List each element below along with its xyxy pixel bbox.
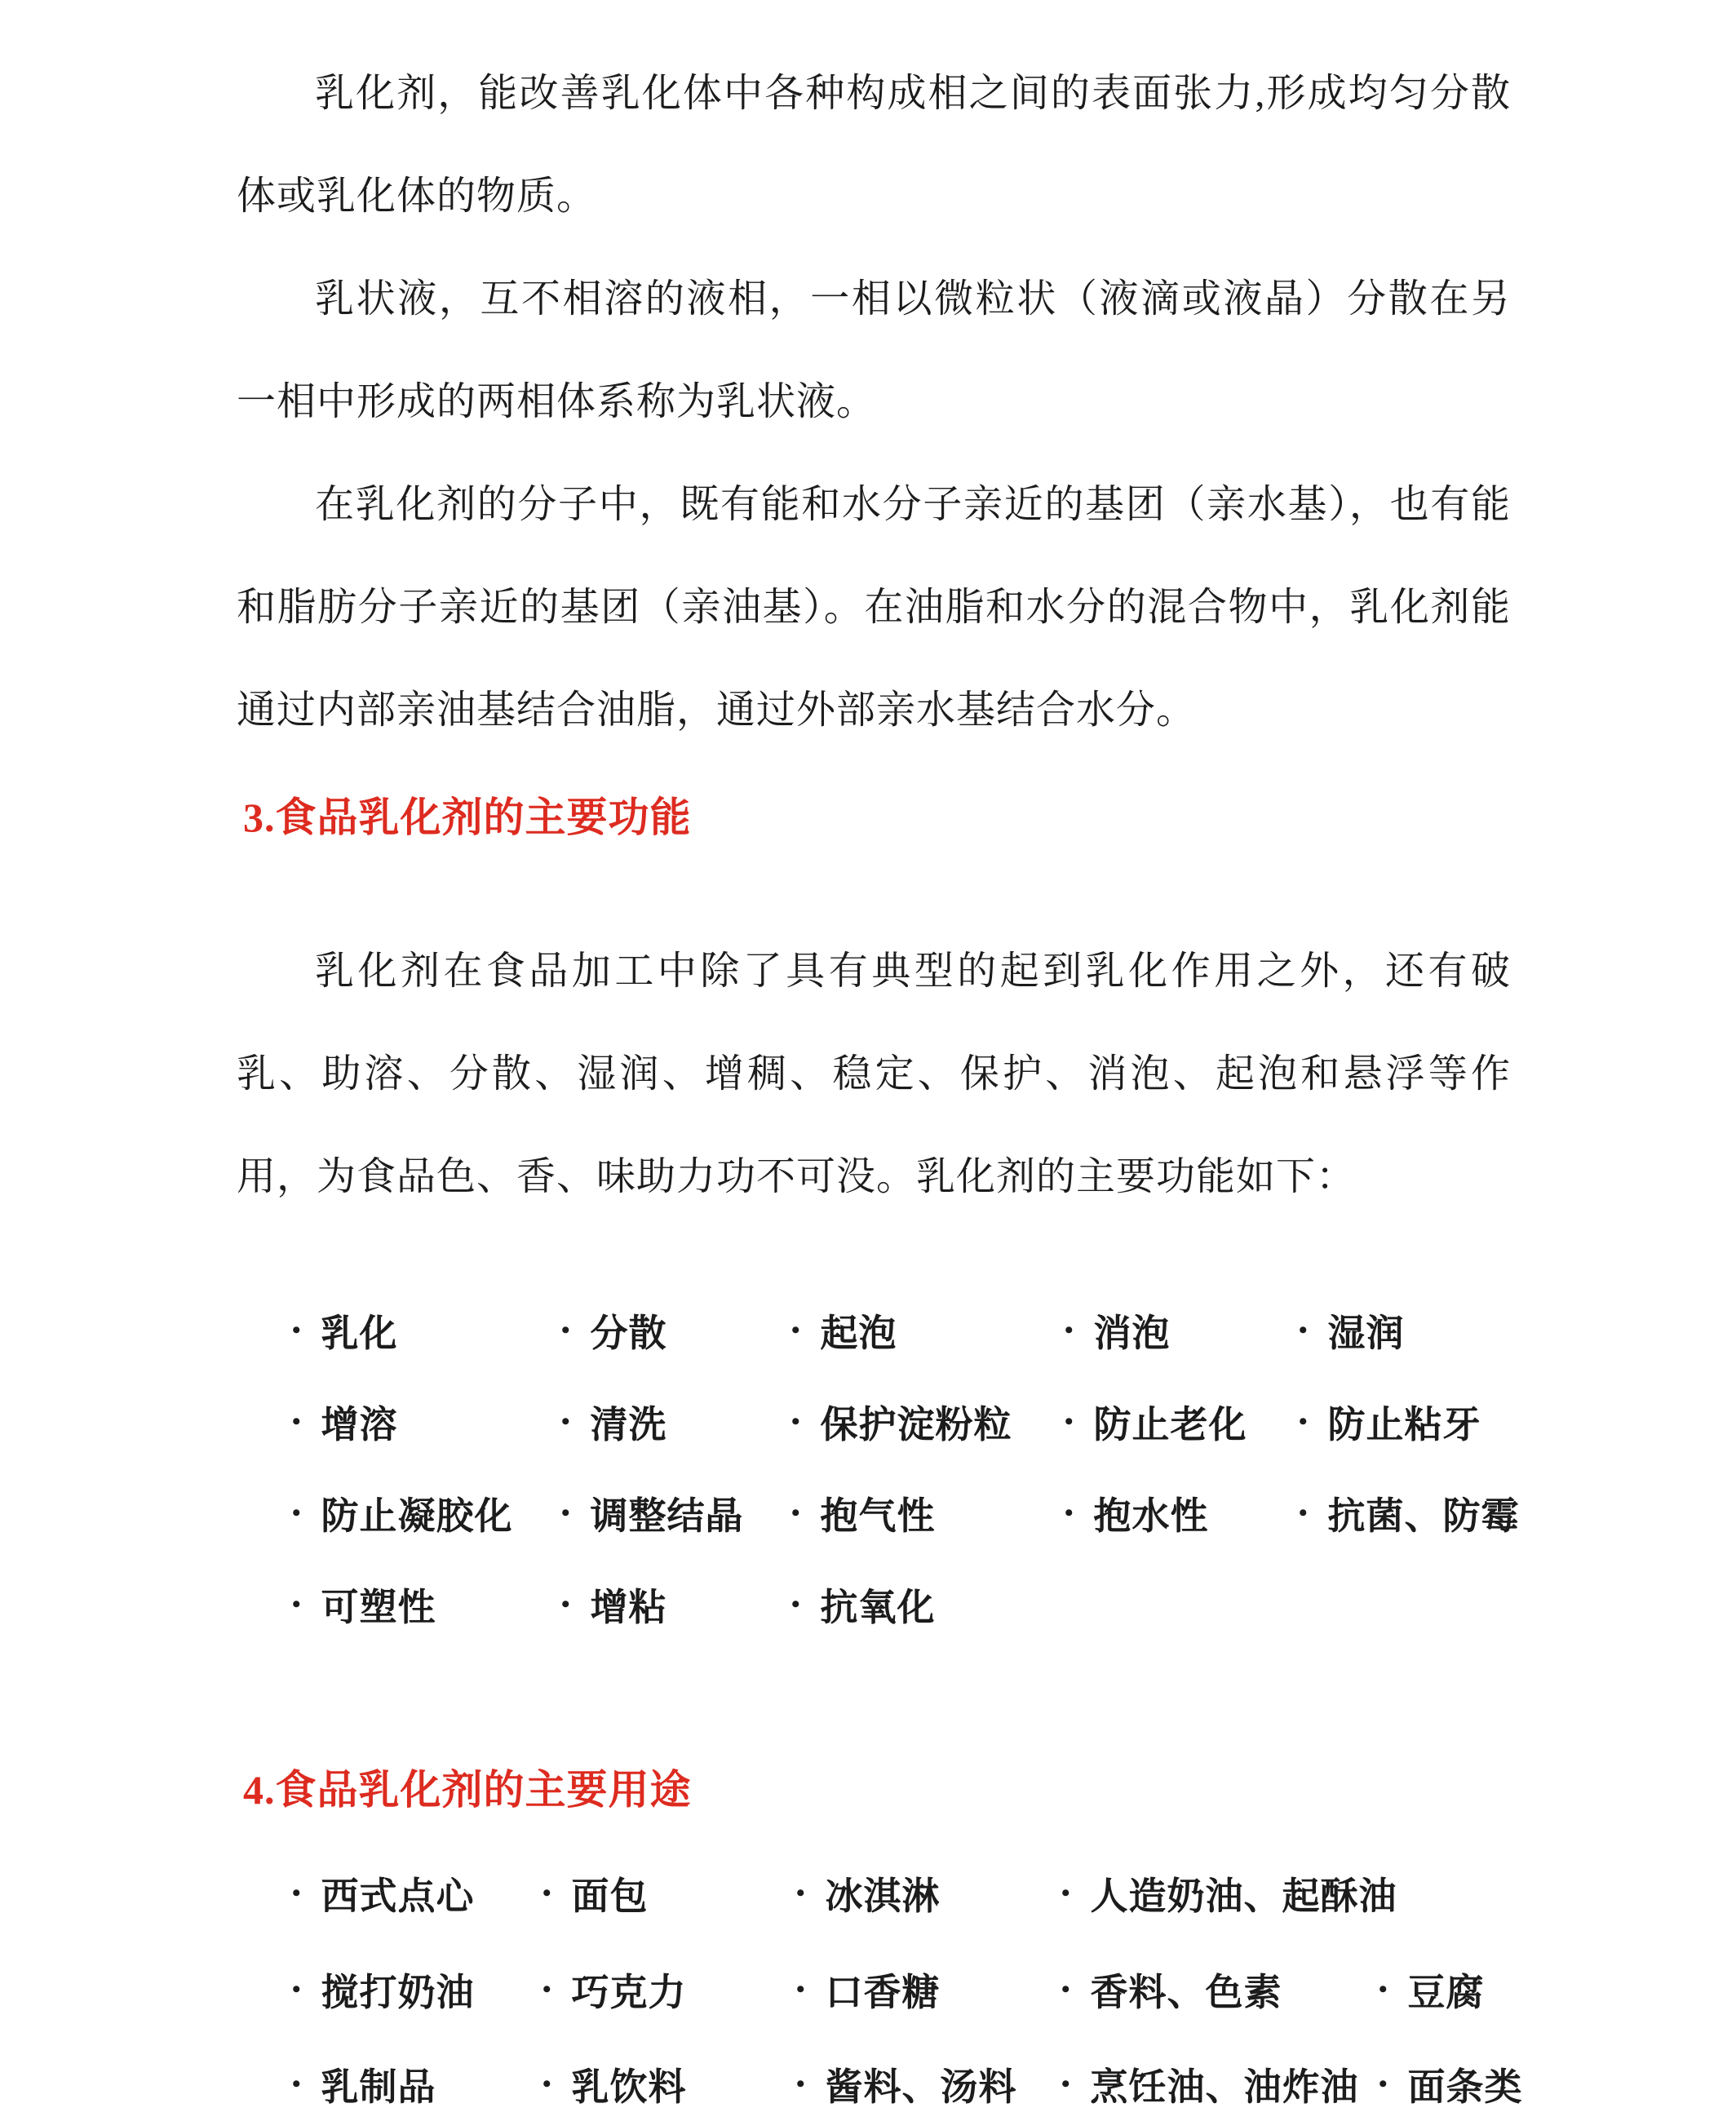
list-item-label: 巧克力 bbox=[571, 1972, 687, 2013]
section-heading-uses: 4.食品乳化剂的主要用途 bbox=[243, 1767, 692, 1813]
list-item bbox=[1299, 1395, 1481, 1449]
list-item-label: 面包 bbox=[571, 1875, 649, 1917]
list-item-label: 抗氧化 bbox=[820, 1587, 936, 1628]
list-item-label: 豆腐 bbox=[1407, 1972, 1485, 2013]
list-item-label: 烹饪油、油炸油 bbox=[1090, 2066, 1359, 2108]
list-item bbox=[796, 2057, 1017, 2111]
list-item-label: 酱料、汤料 bbox=[825, 2066, 1017, 2108]
bullet-marker-icon: • bbox=[542, 2070, 552, 2097]
list-item bbox=[1061, 1963, 1282, 2017]
bullet-marker-icon: • bbox=[292, 1976, 302, 2003]
bullet-marker-icon: • bbox=[542, 1880, 552, 1906]
list-item-label: 增溶 bbox=[321, 1404, 398, 1446]
uses-list-row bbox=[0, 2057, 1736, 2121]
bullet-marker-icon: • bbox=[796, 1976, 806, 2003]
list-item-label: 口香糖 bbox=[825, 1972, 941, 2013]
list-item bbox=[542, 1866, 649, 1920]
bullet-marker-icon: • bbox=[292, 1591, 302, 1618]
list-item bbox=[292, 1486, 513, 1540]
bullet-marker-icon: • bbox=[292, 2070, 302, 2097]
bullet-marker-icon: • bbox=[1061, 2070, 1071, 2097]
list-item bbox=[292, 1395, 398, 1449]
list-item-label: 面条类 bbox=[1407, 2066, 1523, 2108]
paragraph-emulsion-definition: 乳状液，互不相溶的液相，一相以微粒状（液滴或液晶）分散在另一相中形成的两相体系称为乳状液。 bbox=[237, 277, 1511, 423]
function-list-row bbox=[0, 1304, 1736, 1372]
bullet-marker-icon: • bbox=[542, 1976, 552, 2003]
list-item-label: 搅打奶油 bbox=[321, 1972, 475, 2013]
uses-list-row bbox=[0, 1866, 1736, 1935]
list-item bbox=[1065, 1486, 1209, 1540]
list-item bbox=[292, 1304, 398, 1357]
bullet-marker-icon: • bbox=[1061, 1976, 1071, 2003]
list-item-label: 防止老化 bbox=[1093, 1404, 1247, 1446]
list-item bbox=[561, 1304, 667, 1357]
bullet-marker-icon: • bbox=[791, 1591, 801, 1618]
bullet-marker-icon: • bbox=[292, 1317, 302, 1344]
uses-list-row bbox=[0, 1963, 1736, 2031]
function-list-row bbox=[0, 1578, 1736, 1646]
bullet-marker-icon: • bbox=[1379, 2070, 1388, 2097]
list-item-label: 西式点心 bbox=[321, 1875, 475, 1917]
function-list-row bbox=[0, 1395, 1736, 1463]
list-item-label: 乳化 bbox=[321, 1313, 398, 1354]
list-item bbox=[796, 1866, 941, 1920]
list-item bbox=[292, 1578, 436, 1632]
list-item bbox=[791, 1304, 897, 1357]
list-item bbox=[791, 1395, 1012, 1449]
bullet-marker-icon: • bbox=[1379, 1976, 1388, 2003]
bullet-marker-icon: • bbox=[561, 1408, 571, 1435]
list-item-label: 保护淀粉粒 bbox=[820, 1404, 1012, 1446]
list-item bbox=[1299, 1304, 1405, 1357]
list-item-label: 抱水性 bbox=[1093, 1495, 1209, 1537]
list-item bbox=[561, 1486, 744, 1540]
bullet-marker-icon: • bbox=[1299, 1408, 1309, 1435]
bullet-marker-icon: • bbox=[791, 1499, 801, 1526]
list-item-label: 湿润 bbox=[1327, 1313, 1405, 1354]
list-item bbox=[561, 1395, 667, 1449]
list-item bbox=[561, 1578, 667, 1632]
list-item-label: 抗菌、防霉 bbox=[1327, 1495, 1520, 1537]
bullet-marker-icon: • bbox=[1065, 1408, 1074, 1435]
paragraph-emulsifier-definition: 乳化剂，能改善乳化体中各种构成相之间的表面张力,形成均匀分散体或乳化体的物质。 bbox=[237, 72, 1511, 218]
list-item bbox=[1299, 1486, 1520, 1540]
bullet-marker-icon: • bbox=[1065, 1499, 1074, 1526]
list-item bbox=[791, 1578, 936, 1632]
bullet-marker-icon: • bbox=[1065, 1317, 1074, 1344]
bullet-marker-icon: • bbox=[1299, 1499, 1309, 1526]
bullet-marker-icon: • bbox=[561, 1499, 571, 1526]
bullet-marker-icon: • bbox=[561, 1317, 571, 1344]
bullet-marker-icon: • bbox=[796, 2070, 806, 2097]
bullet-marker-icon: • bbox=[561, 1591, 571, 1618]
list-item bbox=[1061, 1866, 1397, 1920]
bullet-marker-icon: • bbox=[292, 1880, 302, 1906]
list-item bbox=[542, 1963, 687, 2017]
list-item bbox=[292, 1963, 475, 2017]
list-item-label: 消泡 bbox=[1093, 1313, 1171, 1354]
list-item bbox=[1379, 2057, 1523, 2111]
list-item bbox=[292, 1866, 475, 1920]
list-item-label: 可塑性 bbox=[321, 1587, 436, 1628]
bullet-marker-icon: • bbox=[292, 1408, 302, 1435]
list-item-label: 清洗 bbox=[590, 1404, 667, 1446]
paragraph-functions-intro: 乳化剂在食品加工中除了具有典型的起到乳化作用之外，还有破乳、助溶、分散、湿润、增稠、稳定、保护、消泡、起泡和悬浮等作用，为食品色、香、味助力功不可没。乳化剂的主要功能如下： bbox=[237, 950, 1511, 1198]
list-item bbox=[1379, 1963, 1485, 2017]
function-list-row bbox=[0, 1486, 1736, 1555]
list-item-label: 分散 bbox=[590, 1313, 667, 1354]
list-item-label: 起泡 bbox=[820, 1313, 897, 1354]
list-item-label: 人造奶油、起酥油 bbox=[1090, 1875, 1397, 1917]
list-item-label: 防止粘牙 bbox=[1327, 1404, 1481, 1446]
list-item bbox=[542, 2057, 687, 2111]
list-item-label: 调整结晶 bbox=[590, 1495, 744, 1537]
list-item-label: 冰淇淋 bbox=[825, 1875, 941, 1917]
list-item-label: 香料、色素 bbox=[1090, 1972, 1282, 2013]
bullet-marker-icon: • bbox=[1299, 1317, 1309, 1344]
bullet-marker-icon: • bbox=[791, 1408, 801, 1435]
bullet-marker-icon: • bbox=[1061, 1880, 1071, 1906]
list-item bbox=[292, 2057, 436, 2111]
list-item-label: 防止凝胶化 bbox=[321, 1495, 513, 1537]
list-item-label: 抱气性 bbox=[820, 1495, 936, 1537]
paragraph-molecule-explanation: 在乳化剂的分子中，既有能和水分子亲近的基团（亲水基），也有能和脂肪分子亲近的基团（亲油基）。在油脂和水分的混合物中，乳化剂能通过内部亲油基结合油脂，通过外部亲水基结合水分。 bbox=[237, 483, 1511, 732]
bullet-marker-icon: • bbox=[292, 1499, 302, 1526]
list-item bbox=[796, 1963, 941, 2017]
section-heading-functions: 3.食品乳化剂的主要功能 bbox=[243, 795, 692, 840]
bullet-marker-icon: • bbox=[791, 1317, 801, 1344]
list-item-label: 乳饮料 bbox=[571, 2066, 687, 2108]
list-item-label: 乳制品 bbox=[321, 2066, 436, 2108]
list-item bbox=[791, 1486, 936, 1540]
bullet-marker-icon: • bbox=[796, 1880, 806, 1906]
list-item bbox=[1061, 2057, 1359, 2111]
list-item-label: 增粘 bbox=[590, 1587, 667, 1628]
list-item bbox=[1065, 1395, 1247, 1449]
list-item bbox=[1065, 1304, 1171, 1357]
